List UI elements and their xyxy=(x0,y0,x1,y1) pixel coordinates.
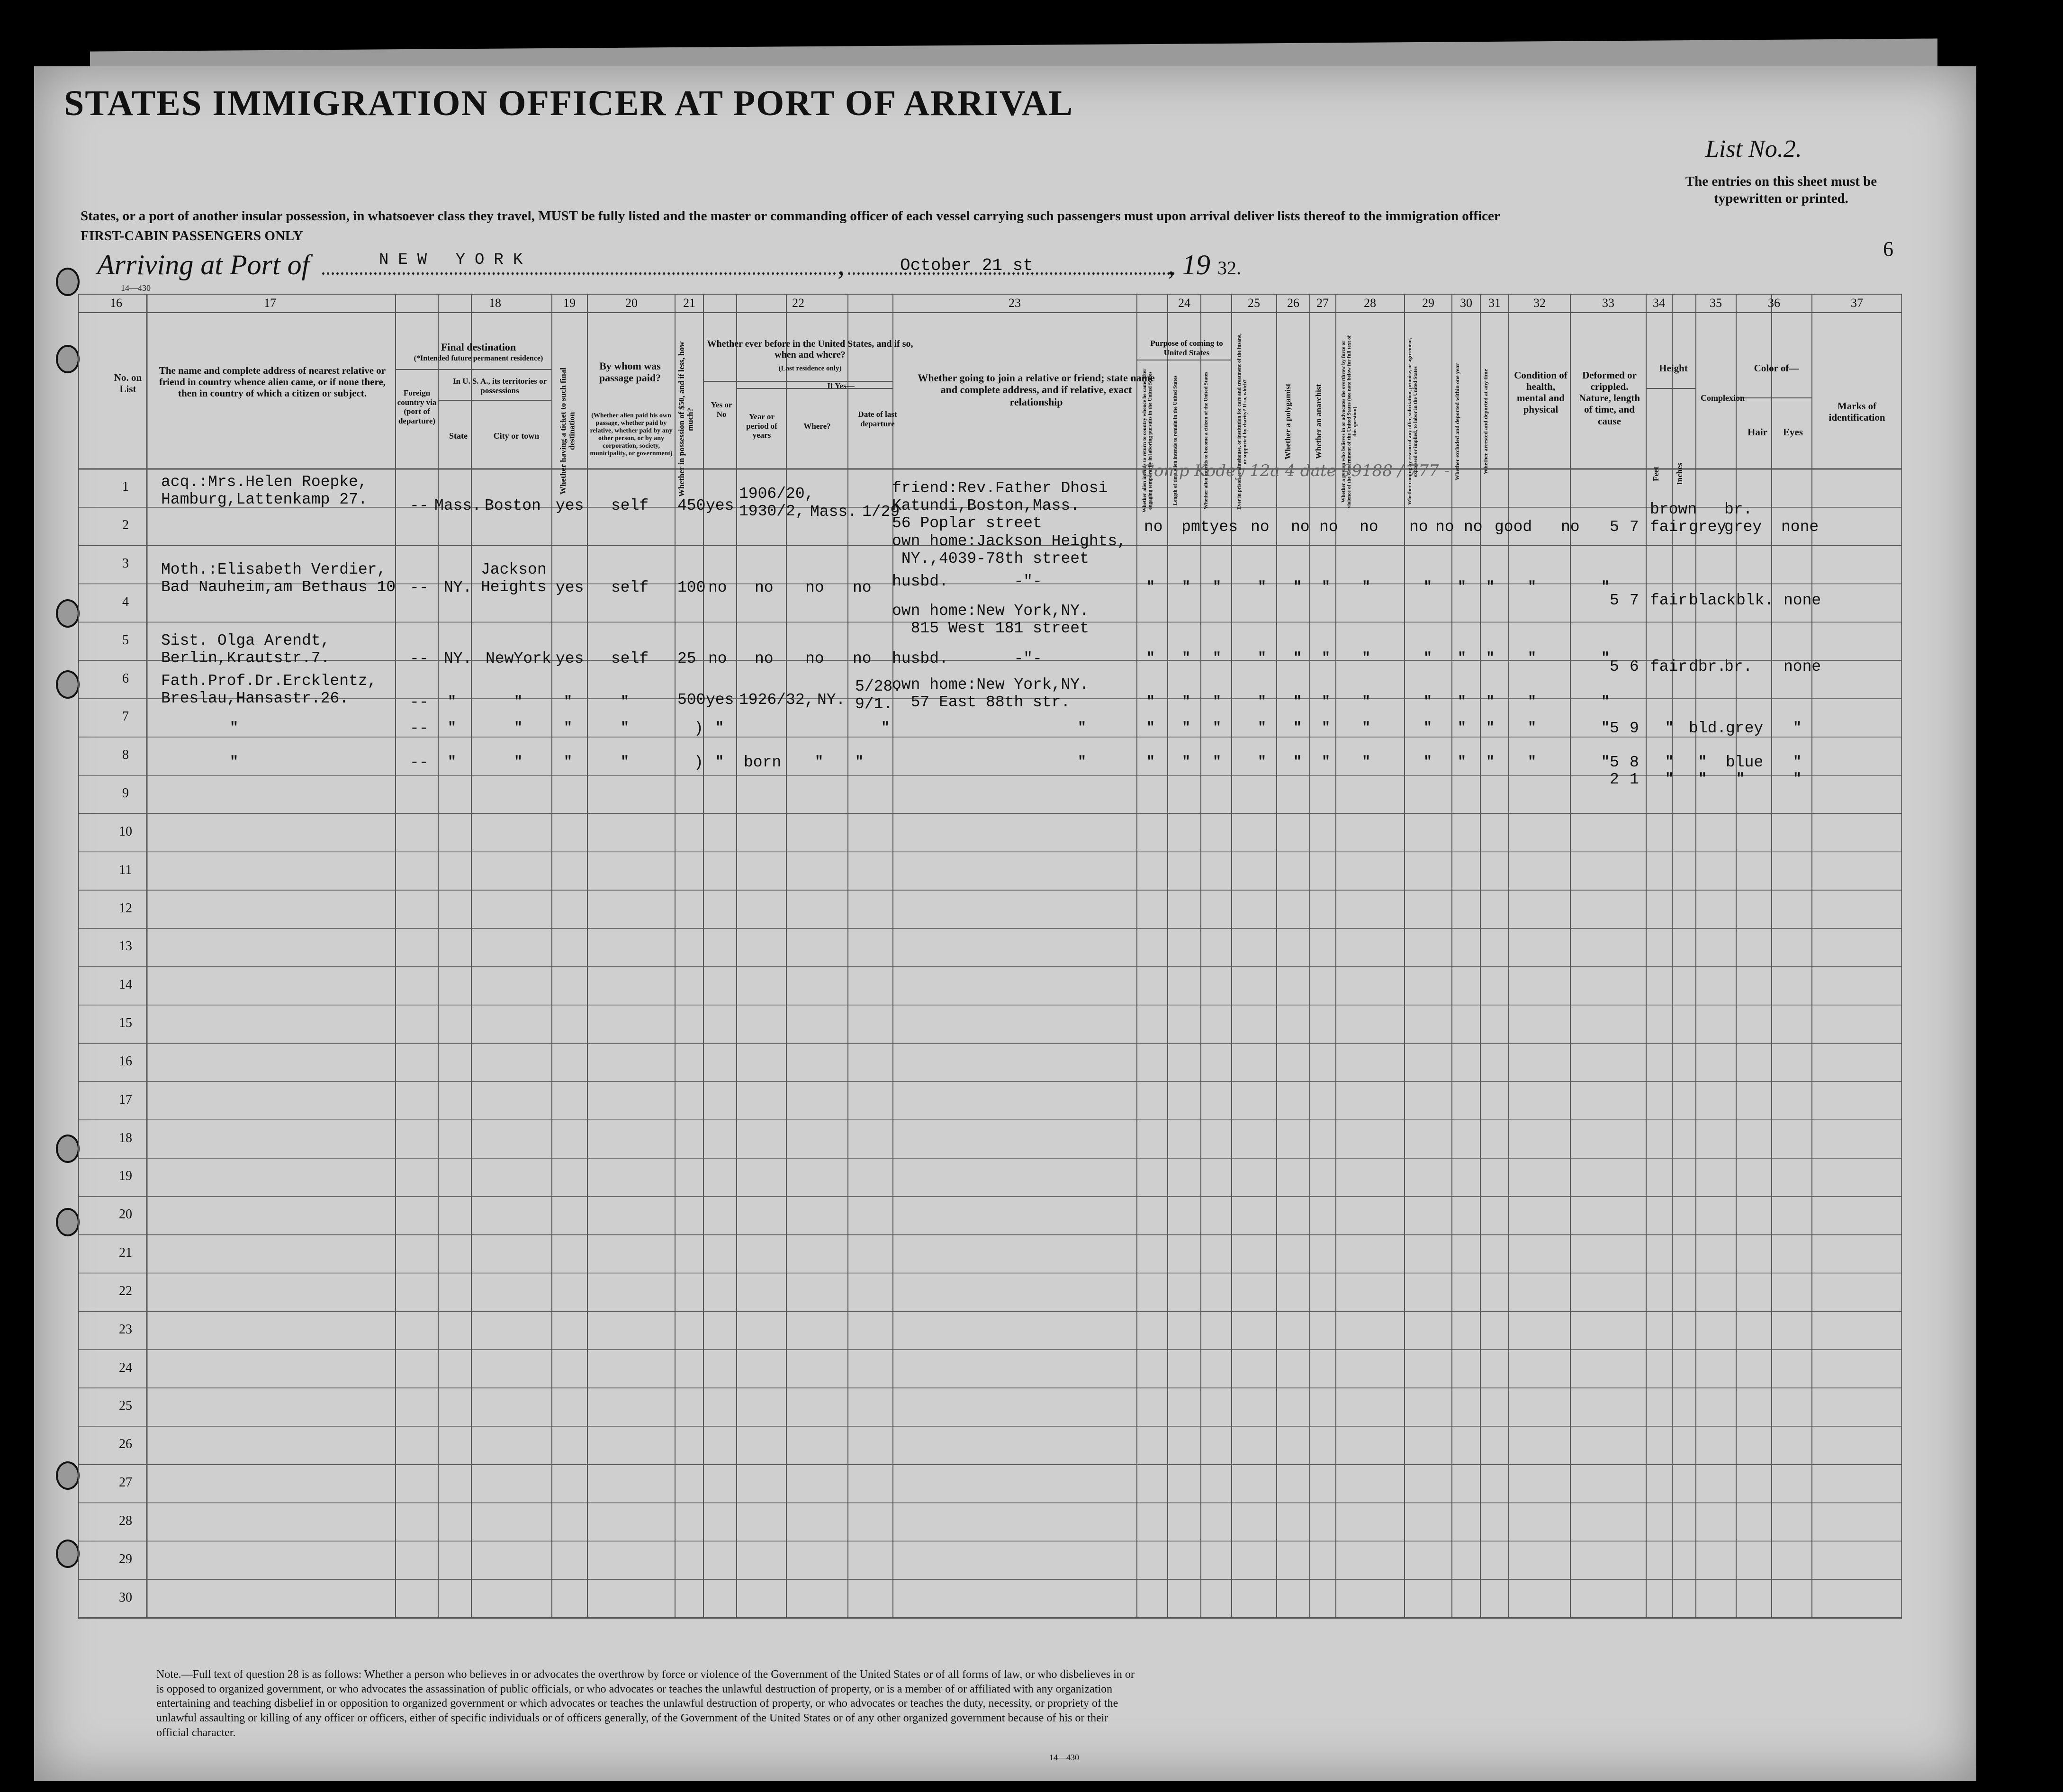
footer-form-code: 14—430 xyxy=(1049,1753,1079,1762)
header-health: Condition of health, mental and physical xyxy=(1514,369,1568,415)
form-code: 14—430 xyxy=(121,283,151,293)
r5-before: no xyxy=(708,650,727,667)
ditto-mark: " xyxy=(1486,694,1495,710)
arriving-label: Arriving at Port of xyxy=(97,249,310,280)
column-number: 25 xyxy=(1248,296,1260,310)
binder-hole xyxy=(56,1208,80,1236)
ditto-mark: " xyxy=(1146,579,1155,595)
r9-complexion-ditto: " xyxy=(1665,771,1674,787)
binder-hole xyxy=(56,599,80,628)
column-number: 33 xyxy=(1602,296,1614,310)
ditto-mark: " xyxy=(1213,754,1222,770)
arrival-year: 19 32. xyxy=(1182,249,1241,280)
r8-feet: 5 xyxy=(1610,754,1619,771)
ditto-mark: " xyxy=(1182,754,1191,770)
r1-city: Boston xyxy=(485,497,541,514)
header-feet: Feet xyxy=(1651,466,1660,481)
r1-c29: no xyxy=(1409,518,1428,536)
r3-where: no xyxy=(805,579,824,596)
header-deformed: Deformed or crippled. Nature, length of time, and cause xyxy=(1578,369,1640,427)
ditto-mark: " xyxy=(1322,754,1331,770)
r7-join-ditto: " xyxy=(881,720,890,736)
ditto-mark: " xyxy=(1528,650,1537,666)
r1-c30: no xyxy=(1435,518,1454,536)
row-number: 25 xyxy=(119,1398,132,1414)
r2-join: own home:Jackson Heights, NY.,4039-78th street xyxy=(892,532,1127,567)
header-if-yes: If Yes— xyxy=(827,381,855,390)
r1-eyes: br. grey xyxy=(1724,501,1762,536)
column-number: 23 xyxy=(1009,296,1021,310)
r5-inches: 6 xyxy=(1630,658,1639,675)
header-ticket: Whether having a ticket to such final destination xyxy=(559,368,577,495)
r6-relative: Fath.Prof.Dr.Ercklentz, Breslau,Hansastr.26. xyxy=(161,672,377,707)
ditto-mark: " xyxy=(1423,694,1432,710)
r5-departure: no xyxy=(853,650,872,667)
row-number: 24 xyxy=(119,1360,132,1375)
r5-eyes: br. xyxy=(1724,658,1753,675)
r7-money: ) xyxy=(694,720,703,737)
r1-inches: 7 xyxy=(1630,518,1639,536)
row-number: 20 xyxy=(119,1207,132,1222)
row-number: 30 xyxy=(119,1590,132,1605)
r4-hair: black xyxy=(1689,592,1736,609)
r3-ticket: yes xyxy=(556,579,584,596)
row-number: 26 xyxy=(119,1437,132,1452)
page-title: STATES IMMIGRATION OFFICER AT PORT OF ARRIVAL xyxy=(64,83,1074,123)
r7-join2-ditto: " xyxy=(1078,720,1087,736)
r1-money: 450 xyxy=(677,497,706,514)
row-number: 29 xyxy=(119,1551,132,1567)
binder-hole xyxy=(56,670,80,699)
header-money: Whether in possession of $50, and if less, how much? xyxy=(677,341,695,497)
r6-money: 500 xyxy=(677,691,706,709)
ditto-mark: " xyxy=(1458,720,1467,736)
ditto-mark: " xyxy=(1362,720,1371,736)
row-number: 7 xyxy=(122,709,129,724)
column-number: 24 xyxy=(1178,296,1190,310)
header-polygamist: Whether a polygamist xyxy=(1283,383,1292,460)
r3-before: no xyxy=(708,579,727,596)
column-number: 34 xyxy=(1653,296,1665,310)
row-number: 28 xyxy=(119,1513,132,1528)
ditto-mark: " xyxy=(1182,720,1191,736)
ditto-mark: " xyxy=(1486,720,1495,736)
r1-c27: no xyxy=(1319,518,1338,536)
r1-purpose: no pmtyes xyxy=(1144,518,1238,536)
r1-c28: no xyxy=(1360,518,1378,536)
ditto-mark: " xyxy=(1293,694,1302,710)
r1-deformed: no xyxy=(1561,518,1580,536)
row-number: 1 xyxy=(122,479,129,495)
r7-foreign: -- xyxy=(410,720,429,737)
column-number: 29 xyxy=(1422,296,1434,310)
header-complexion: Complexion xyxy=(1701,393,1745,403)
ditto-mark: " xyxy=(1146,720,1155,736)
r5-join: husbd. -"- xyxy=(892,650,1042,667)
row-number: 9 xyxy=(122,786,129,801)
r3-join: husbd. -"- xyxy=(892,573,1042,590)
r1-marks: none xyxy=(1781,518,1819,536)
r8-years: born xyxy=(744,754,782,771)
header-usa: In U. S. A., its territories or possessions xyxy=(452,377,547,395)
ditto-mark: " xyxy=(1423,754,1432,770)
row-number: 15 xyxy=(119,1016,132,1031)
r8-ticket-ditto: " xyxy=(564,754,573,770)
header-inches: Inches xyxy=(1675,462,1684,485)
row-number: 19 xyxy=(119,1169,132,1184)
r8-paid-ditto: " xyxy=(621,754,630,770)
ditto-mark: " xyxy=(1293,754,1302,770)
ditto-mark: " xyxy=(1293,720,1302,736)
header-color-of: Color of— xyxy=(1754,362,1799,374)
r8-city-ditto: " xyxy=(514,754,523,770)
r1-ticket: yes xyxy=(556,497,584,514)
header-anarchist: Whether an anarchist xyxy=(1314,384,1323,459)
r6-where: NY. xyxy=(817,691,846,709)
ditto-mark: " xyxy=(1182,579,1191,595)
r5-complexion: fair xyxy=(1650,658,1688,675)
row-number: 3 xyxy=(122,556,129,571)
ditto-mark: " xyxy=(1423,650,1432,666)
binder-hole xyxy=(56,1540,80,1568)
r3-relative: Moth.:Elisabeth Verdier, Bad Nauheim,am Bethaus 10 xyxy=(161,561,396,596)
ditto-mark: " xyxy=(1423,720,1432,736)
list-number: List No.2. xyxy=(1705,135,1802,162)
passenger-class: FIRST-CABIN PASSENGERS ONLY xyxy=(81,228,303,243)
header-no-on-list: No. on List xyxy=(114,372,142,395)
r5-relative: Sist. Olga Arendt, Berlin,Krautstr.7. xyxy=(161,632,330,667)
ditto-mark: " xyxy=(1528,720,1537,736)
r8-hair-ditto: " xyxy=(1698,754,1707,770)
ditto-mark: " xyxy=(1258,579,1267,595)
r9-marks-ditto: " xyxy=(1793,771,1802,787)
row-number: 2 xyxy=(122,518,129,533)
r6-city-ditto: " xyxy=(514,694,523,710)
r5-years: no xyxy=(755,650,774,667)
r4-eyes: blk. xyxy=(1736,592,1774,609)
r7-feet: 5 xyxy=(1610,720,1619,737)
r8-foreign: -- xyxy=(410,754,429,771)
header-purpose-c: Whether alien intends to become a citizen of the United States xyxy=(1203,371,1209,510)
r5-hair: dbr. xyxy=(1689,658,1727,675)
row-number: 16 xyxy=(119,1054,132,1069)
r1-departure: 1/29 xyxy=(862,503,900,521)
r5-paid: self xyxy=(611,650,649,667)
header-labor-offer: Whether coming by reason of any offer, solicitation, promise, or agreement, expressed or implied, to labor in the United States xyxy=(1407,338,1419,505)
row-number: 18 xyxy=(119,1130,132,1145)
column-number: 28 xyxy=(1364,296,1376,310)
r5-feet: 5 xyxy=(1610,658,1619,675)
ditto-mark: " xyxy=(1528,754,1537,770)
binder-hole xyxy=(56,268,80,296)
r9-eyes-ditto: " xyxy=(1736,771,1745,787)
ditto-mark: " xyxy=(1458,650,1467,666)
r8-complexion-ditto: " xyxy=(1665,754,1674,770)
r1-c26: no xyxy=(1291,518,1310,536)
row-number: 11 xyxy=(119,862,132,877)
ditto-mark: " xyxy=(1182,650,1191,666)
ditto-mark: " xyxy=(1182,694,1191,710)
r8-eyes: blue xyxy=(1726,754,1764,771)
r3-paid: self xyxy=(611,579,649,596)
binder-hole xyxy=(56,345,80,373)
ditto-mark: " xyxy=(1146,694,1155,710)
header-final-destination: Final destination xyxy=(441,341,516,353)
r8-where-ditto: " xyxy=(815,754,824,770)
r7-ticket-ditto: " xyxy=(564,720,573,736)
r7-complexion-ditto: " xyxy=(1665,720,1674,736)
port-line xyxy=(322,272,836,275)
ditto-mark: " xyxy=(1258,720,1267,736)
row-number: 17 xyxy=(119,1092,132,1107)
r3-city: Jackson Heights xyxy=(481,561,547,596)
r8-before-ditto: " xyxy=(715,754,724,770)
r1-c31: no xyxy=(1464,518,1483,536)
r7-state-ditto: " xyxy=(448,720,457,736)
row-number: 23 xyxy=(119,1322,132,1337)
ditto-mark: " xyxy=(1362,694,1371,710)
port-value: NEW YORK xyxy=(379,251,532,269)
comma: , xyxy=(1168,249,1175,280)
r8-relative-ditto: " xyxy=(230,754,239,770)
r5-where: no xyxy=(805,650,824,667)
ditto-mark: " xyxy=(1322,650,1331,666)
r1-relative: acq.:Mrs.Helen Roepke, Hamburg,Lattenkamp 27. xyxy=(161,473,368,508)
r5-money: 25 xyxy=(677,650,696,667)
ditto-mark: " xyxy=(1528,694,1537,710)
ditto-mark: " xyxy=(1293,579,1302,595)
ditto-mark: " xyxy=(1458,579,1467,595)
ditto-mark: " xyxy=(1458,754,1467,770)
ditto-mark: " xyxy=(1213,650,1222,666)
ditto-mark: " xyxy=(1486,754,1495,770)
ditto-mark: " xyxy=(1362,754,1371,770)
header-height: Height xyxy=(1659,362,1688,374)
ditto-mark: " xyxy=(1486,650,1495,666)
ditto-mark: " xyxy=(1213,720,1222,736)
column-number: 26 xyxy=(1287,296,1299,310)
header-eyes: Eyes xyxy=(1783,426,1803,438)
header-where: Where? xyxy=(803,422,831,431)
ditto-mark: " xyxy=(1458,694,1467,710)
binder-hole xyxy=(56,1135,80,1163)
r4-inches: 7 xyxy=(1630,592,1639,609)
r1-before: yes xyxy=(706,497,734,514)
header-overthrow: Whether a person who believes in or advocates the overthrow by force or violence of the Government of the United States (see note below for full text of this question) xyxy=(1341,335,1358,508)
r5-marks: none xyxy=(1784,658,1821,675)
comma: , xyxy=(838,249,845,280)
ditto-mark: " xyxy=(1601,694,1610,710)
column-number: 32 xyxy=(1533,296,1546,310)
header-final-destination-sub: (*Intended future permanent residence) xyxy=(414,354,543,362)
r7-city-ditto: " xyxy=(514,720,523,736)
r8-state-ditto: " xyxy=(448,754,457,770)
ditto-mark: " xyxy=(1601,579,1610,595)
header-yes-no: Yes or No xyxy=(711,400,732,419)
r1-hair: grey xyxy=(1689,518,1727,536)
r1-c25: no xyxy=(1251,518,1270,536)
r5-state: NY. xyxy=(444,650,472,667)
row-number: 13 xyxy=(119,939,132,954)
column-number: 31 xyxy=(1488,296,1501,310)
header-purpose-b: Length of time alien intends to remain in the United States xyxy=(1172,375,1178,506)
row-number: 14 xyxy=(119,977,132,992)
r7-before-ditto: " xyxy=(715,720,724,736)
ditto-mark: " xyxy=(1423,579,1432,595)
ditto-mark: " xyxy=(1601,720,1610,736)
r6-before: yes xyxy=(706,691,734,709)
header-excluded: Whether excluded and deported within one year xyxy=(1454,363,1460,480)
header-prison: Ever in prison or almshouse, or institution for care and treatment of the insane, or supported by charity? If so, which? xyxy=(1236,333,1248,510)
intro-text: States, or a port of another insular possession, in whatsoever class they travel, MUST be fully listed and the master or commanding officer of each vessel carrying such passengers must upon arrival deliver lists thereof to the immigration officer xyxy=(81,208,1500,224)
r1-complexion: brown fair xyxy=(1650,501,1697,536)
header-last-departure: Date of last departure xyxy=(858,410,897,428)
column-number: 35 xyxy=(1710,296,1722,310)
column-number: 20 xyxy=(625,296,638,310)
ditto-mark: " xyxy=(1486,579,1495,595)
r4-complexion: fair xyxy=(1650,592,1688,609)
header-join-relative: Whether going to join a relative or friend; state name and complete address, and if relative, exact relationship xyxy=(918,372,1155,408)
column-number: 16 xyxy=(110,296,122,310)
ditto-mark: " xyxy=(1213,579,1222,595)
r8-departure-ditto: " xyxy=(855,754,864,770)
r8-money: ) xyxy=(694,754,703,771)
header-foreign-country: Foreign country via (port of departure) xyxy=(397,388,437,425)
header-before-sub: (Last residence only) xyxy=(778,365,842,372)
r6-state-ditto: " xyxy=(448,694,457,710)
column-number: 27 xyxy=(1316,296,1329,310)
r1-years: 1906/20, 1930/2, xyxy=(739,485,814,520)
r3-state: NY. xyxy=(444,579,472,596)
ditto-mark: " xyxy=(1146,754,1155,770)
r1-feet: 5 xyxy=(1610,518,1619,536)
r7-relative-ditto: " xyxy=(230,720,239,736)
row-number: 8 xyxy=(122,747,129,763)
header-before-in-us: Whether ever before in the United States, and if so, when and where? xyxy=(707,339,913,360)
r1-foreign: -- xyxy=(410,497,429,514)
header-passage-paid: By whom was passage paid? xyxy=(599,360,661,384)
r7-eyes: grey xyxy=(1726,720,1764,737)
r7-marks-ditto: " xyxy=(1793,720,1802,736)
r6-ticket-ditto: " xyxy=(564,694,573,710)
r1-state: Mass. xyxy=(434,497,482,514)
header-city: City or town xyxy=(493,431,540,441)
footer-note: Note.—Full text of question 28 is as follows: Whether a person who believes in or advocates the overthrow by force or violence of the Government of the United States or of all forms of law, or who disbelieves in or is opposed to organized government, or who advocates the assassination of public officials, or who advocates or teaches the unlawful destruction of property, or is a member of or affiliated with any organization entertaining and teaching disbelief in or opposition to organized government or which advocates or teaches the unlawful destruction of property, or who advocates or teaches the duty, necessity, or propriety of the unlawful assaulting or killing of any officer or officers, either of specific individuals or of officers generally, of the Government of the United States or of any other organized government because of his or their official character. xyxy=(156,1668,1135,1739)
list-note: The entries on this sheet must be typewritten or printed. xyxy=(1685,174,1877,207)
r1-health: good xyxy=(1495,518,1532,536)
r4-feet: 5 xyxy=(1610,592,1619,609)
column-number: 18 xyxy=(489,296,501,310)
header-state: State xyxy=(449,431,468,441)
ditto-mark: " xyxy=(1601,650,1610,666)
r5-city: NewYork xyxy=(486,650,551,667)
column-number: 21 xyxy=(683,296,695,310)
r3-years: no xyxy=(755,579,774,596)
r1-paid: self xyxy=(611,497,649,514)
r6-join: own home:New York,NY. 57 East 88th str. xyxy=(892,676,1089,711)
ditto-mark: " xyxy=(1362,579,1371,595)
sheet-number: 6 xyxy=(1883,237,1893,261)
column-number: 30 xyxy=(1460,296,1472,310)
r3-departure: no xyxy=(853,579,872,596)
r7-inches: 9 xyxy=(1630,720,1639,737)
row-number: 22 xyxy=(119,1283,132,1298)
ditto-mark: " xyxy=(1293,650,1302,666)
r5-foreign: -- xyxy=(410,650,429,667)
ditto-mark: " xyxy=(1213,694,1222,710)
header-relative: The name and complete address of nearest relative or friend in country whence alien came, or if none there, then in country of which a citizen or subject. xyxy=(159,365,386,399)
row-number: 10 xyxy=(119,824,132,839)
ditto-mark: " xyxy=(1362,650,1371,666)
ditto-mark: " xyxy=(1258,754,1267,770)
r8-inches: 8 xyxy=(1630,754,1639,771)
r8-marks-ditto: " xyxy=(1793,754,1802,770)
manifest-table xyxy=(78,294,1902,1627)
r3-foreign: -- xyxy=(410,579,429,596)
r1-where: Mass. xyxy=(810,503,857,521)
r4-join: own home:New York,NY. 815 West 181 street xyxy=(892,602,1089,637)
ditto-mark: " xyxy=(1528,579,1537,595)
r7-paid-ditto: " xyxy=(621,720,630,736)
ditto-mark: " xyxy=(1258,650,1267,666)
r4-marks: none xyxy=(1784,592,1821,609)
ditto-mark: " xyxy=(1258,694,1267,710)
r3-money: 100 xyxy=(677,579,706,596)
ditto-mark: " xyxy=(1322,579,1331,595)
header-arrested: Whether arrested and deported at any time xyxy=(1482,369,1489,475)
row-number: 12 xyxy=(119,901,132,916)
header-hair: Hair xyxy=(1748,426,1767,438)
r9-hair-ditto: " xyxy=(1698,771,1707,787)
r1-join: friend:Rev.Father Dhosi Katundi,Boston,Mass. 56 Poplar street xyxy=(892,479,1108,532)
r5-ticket: yes xyxy=(556,650,584,667)
ditto-mark: " xyxy=(1601,754,1610,770)
r8-join-ditto: " xyxy=(1078,754,1087,770)
header-passage-paid-sub: (Whether alien paid his own passage, whether paid by relative, whether paid by any other person, or by any corporation, society, municipality, or government) xyxy=(590,412,673,458)
ditto-mark: " xyxy=(1322,720,1331,736)
r6-paid-ditto: " xyxy=(621,694,630,710)
header-purpose: Purpose of coming to United States xyxy=(1150,339,1223,357)
header-years: Year or period of years xyxy=(746,412,777,440)
row-number: 27 xyxy=(119,1475,132,1490)
column-number: 22 xyxy=(792,296,804,310)
header-purpose-a: Whether alien intends to return to country whence he came after engaging temporarily in laboring pursuits in the United States xyxy=(1142,369,1153,513)
pencil-annotation: Comp Kodey 12a 4 date 99188 / 777 - xyxy=(1142,461,1450,480)
row-number: 21 xyxy=(119,1245,132,1261)
column-number: 37 xyxy=(1851,296,1863,310)
ditto-mark: " xyxy=(1322,694,1331,710)
r9-inches: 1 xyxy=(1630,771,1639,788)
r6-years: 1926/32, xyxy=(739,691,814,709)
column-number: 36 xyxy=(1768,296,1780,310)
arrival-date: October 21 st xyxy=(900,256,1033,275)
header-marks: Marks of identification xyxy=(1829,400,1885,423)
r7-hair: bld. xyxy=(1689,720,1727,737)
row-number: 4 xyxy=(122,594,129,609)
r9-feet: 2 xyxy=(1610,771,1619,788)
ditto-mark: " xyxy=(1146,650,1155,666)
binder-hole xyxy=(56,1461,80,1490)
row-number: 6 xyxy=(122,671,129,686)
row-number: 5 xyxy=(122,632,129,648)
column-number: 19 xyxy=(563,296,576,310)
column-number: 17 xyxy=(264,296,276,310)
r6-departure: 5/28. 9/1. xyxy=(855,678,902,713)
r6-foreign: -- xyxy=(410,693,429,711)
